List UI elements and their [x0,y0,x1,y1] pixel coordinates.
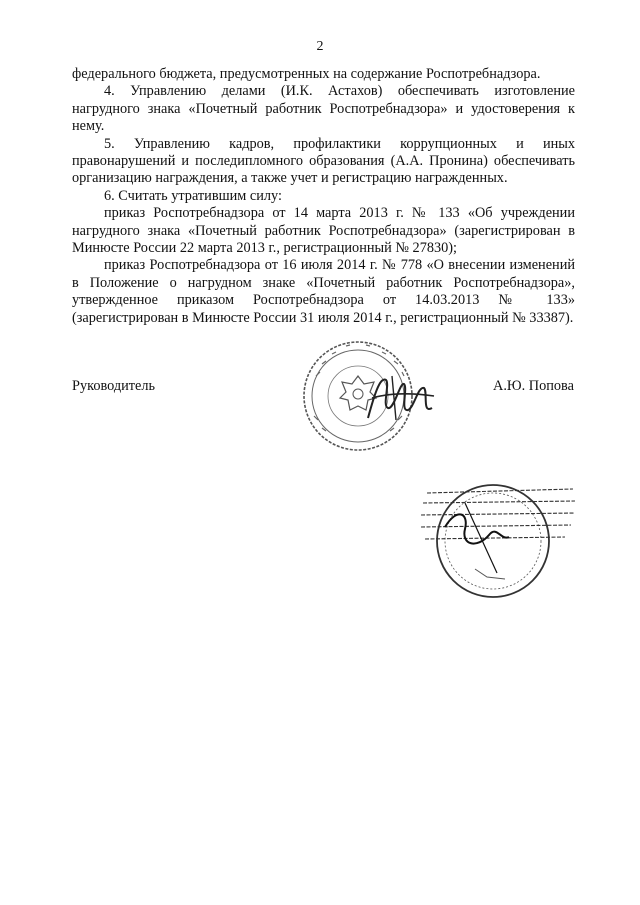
paragraph-item-4: 4. Управлению делами (И.К. Астахов) обеспечивать изготовление нагрудного знака «Почетный работник Роспотребнадзора» и удостоверения к нему. [72,83,575,135]
official-seal [296,336,438,460]
signatory-name: А.Ю. Попова [493,378,574,394]
paragraph-order-778: приказ Роспотребнадзора от 16 июля 2014 г. № 778 «О внесении изменений в Положение о нагрудном знаке «Почетный работник Роспотребнадзора», утвержденное приказом Роспотребнадзора от 14.03.2013 № 133» (зарегистрирован в Минюсте России 31 июля 2014 г., регистрационный № 33387). [72,257,575,326]
seal-icon [296,336,438,460]
paragraph-item-6: 6. Считать утратившим силу: [104,187,282,204]
registration-stamp [405,477,583,601]
paragraph-budget: федерального бюджета, предусмотренных на содержание Роспотребнадзора. [72,66,541,82]
document-body [72,66,575,327]
paragraph-order-133: приказ Роспотребнадзора от 14 марта 2013 г. № 133 «Об учреждении нагрудного знака «Почетный работник Роспотребнадзора» (зарегистрирован в Минюсте России 22 марта 2013 г., регистрационный № 27830); [72,205,575,257]
paragraph-item-5: 5. Управлению кадров, профилактики коррупционных и иных правонарушений и последипломного образования (А.А. Пронина) обеспечивать организацию награждения, а также учет и регистрацию награжденных. [72,135,575,187]
signatory-title: Руководитель [72,378,156,394]
page-number: 2 [316,39,324,54]
stamp-icon [405,477,583,601]
